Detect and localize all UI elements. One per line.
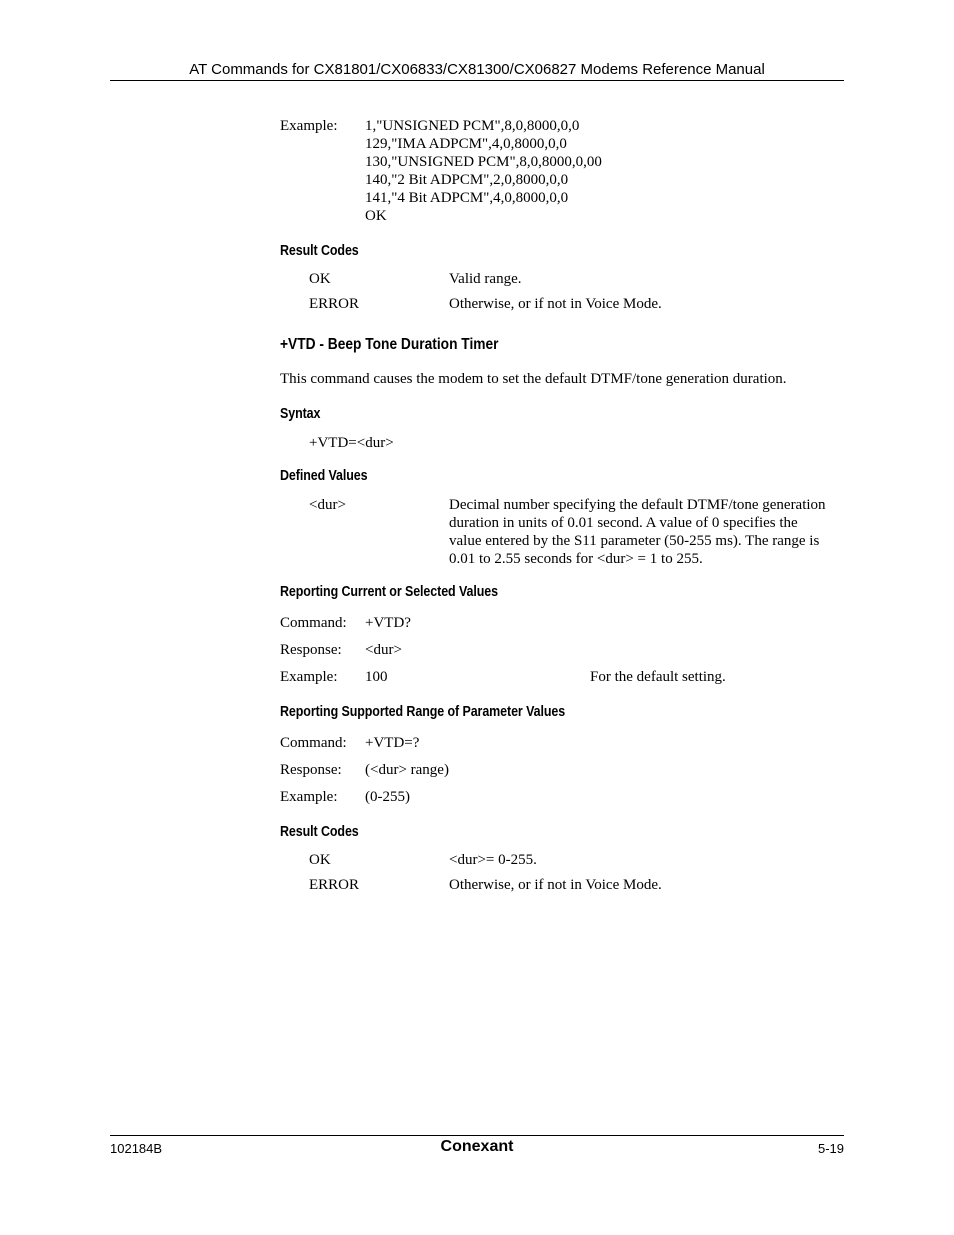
result-code: OK: [309, 271, 331, 287]
header-rule: [110, 80, 844, 81]
command-value: +VTD?: [365, 615, 411, 631]
result-code-desc: <dur>= 0-255.: [449, 852, 537, 868]
page-header-title: AT Commands for CX81801/CX06833/CX81300/CX06827 Modems Reference Manual: [189, 61, 765, 78]
example-line: 141,"4 Bit ADPCM",4,0,8000,0,0: [365, 190, 569, 206]
result-code: ERROR: [309, 877, 360, 893]
defined-values-heading: Defined Values: [280, 468, 368, 484]
result-codes-heading: Result Codes: [280, 243, 359, 259]
response-label: Response:: [280, 762, 342, 778]
result-code-desc: Valid range.: [449, 271, 522, 287]
defined-value-line: value entered by the S11 parameter (50-255 ms). The range is: [449, 533, 820, 549]
result-code-desc: Otherwise, or if not in Voice Mode.: [449, 877, 662, 893]
footer-company: Conexant: [440, 1138, 514, 1155]
example-value: 100: [365, 669, 388, 685]
result-code: OK: [309, 852, 331, 868]
example-label: Example:: [280, 789, 338, 805]
defined-value-desc: [449, 496, 826, 568]
example-lines: [365, 117, 602, 225]
example-line: 130,"UNSIGNED PCM",8,0,8000,0,00: [365, 154, 602, 170]
response-label: Response:: [280, 642, 342, 658]
response-value: <dur>: [365, 642, 402, 658]
defined-value-param: <dur>: [309, 497, 346, 513]
command-section-title: +VTD - Beep Tone Duration Timer: [280, 336, 499, 353]
footer-doc-number: 102184B: [110, 1141, 163, 1156]
result-codes-heading: Result Codes: [280, 824, 359, 840]
example-line: 1,"UNSIGNED PCM",8,0,8000,0,0: [365, 118, 580, 134]
command-description: This command causes the modem to set the default DTMF/tone generation duration.: [280, 371, 787, 387]
example-label: Example:: [280, 118, 338, 134]
example-label: Example:: [280, 669, 338, 685]
command-label: Command:: [280, 735, 347, 751]
footer-page-number: 5-19: [817, 1141, 844, 1156]
example-line: OK: [365, 208, 387, 224]
defined-value-line: Decimal number specifying the default DTMF/tone generation: [449, 497, 826, 513]
example-value: (0-255): [365, 789, 410, 805]
example-note: For the default setting.: [590, 669, 726, 685]
command-label: Command:: [280, 615, 347, 631]
reporting-current-heading: Reporting Current or Selected Values: [280, 584, 498, 600]
footer-rule: [110, 1135, 844, 1136]
result-code: ERROR: [309, 296, 360, 312]
example-line: 140,"2 Bit ADPCM",2,0,8000,0,0: [365, 172, 569, 188]
syntax-text: +VTD=<dur>: [309, 435, 394, 451]
response-value: (<dur> range): [365, 762, 449, 778]
command-value: +VTD=?: [365, 735, 420, 751]
defined-value-line: duration in units of 0.01 second. A value of 0 specifies the: [449, 515, 798, 531]
syntax-heading: Syntax: [280, 406, 321, 422]
reporting-range-heading: Reporting Supported Range of Parameter Values: [280, 704, 566, 720]
result-code-desc: Otherwise, or if not in Voice Mode.: [449, 296, 662, 312]
example-line: 129,"IMA ADPCM",4,0,8000,0,0: [365, 136, 567, 152]
defined-value-line: 0.01 to 2.55 seconds for <dur> = 1 to 255.: [449, 551, 703, 567]
